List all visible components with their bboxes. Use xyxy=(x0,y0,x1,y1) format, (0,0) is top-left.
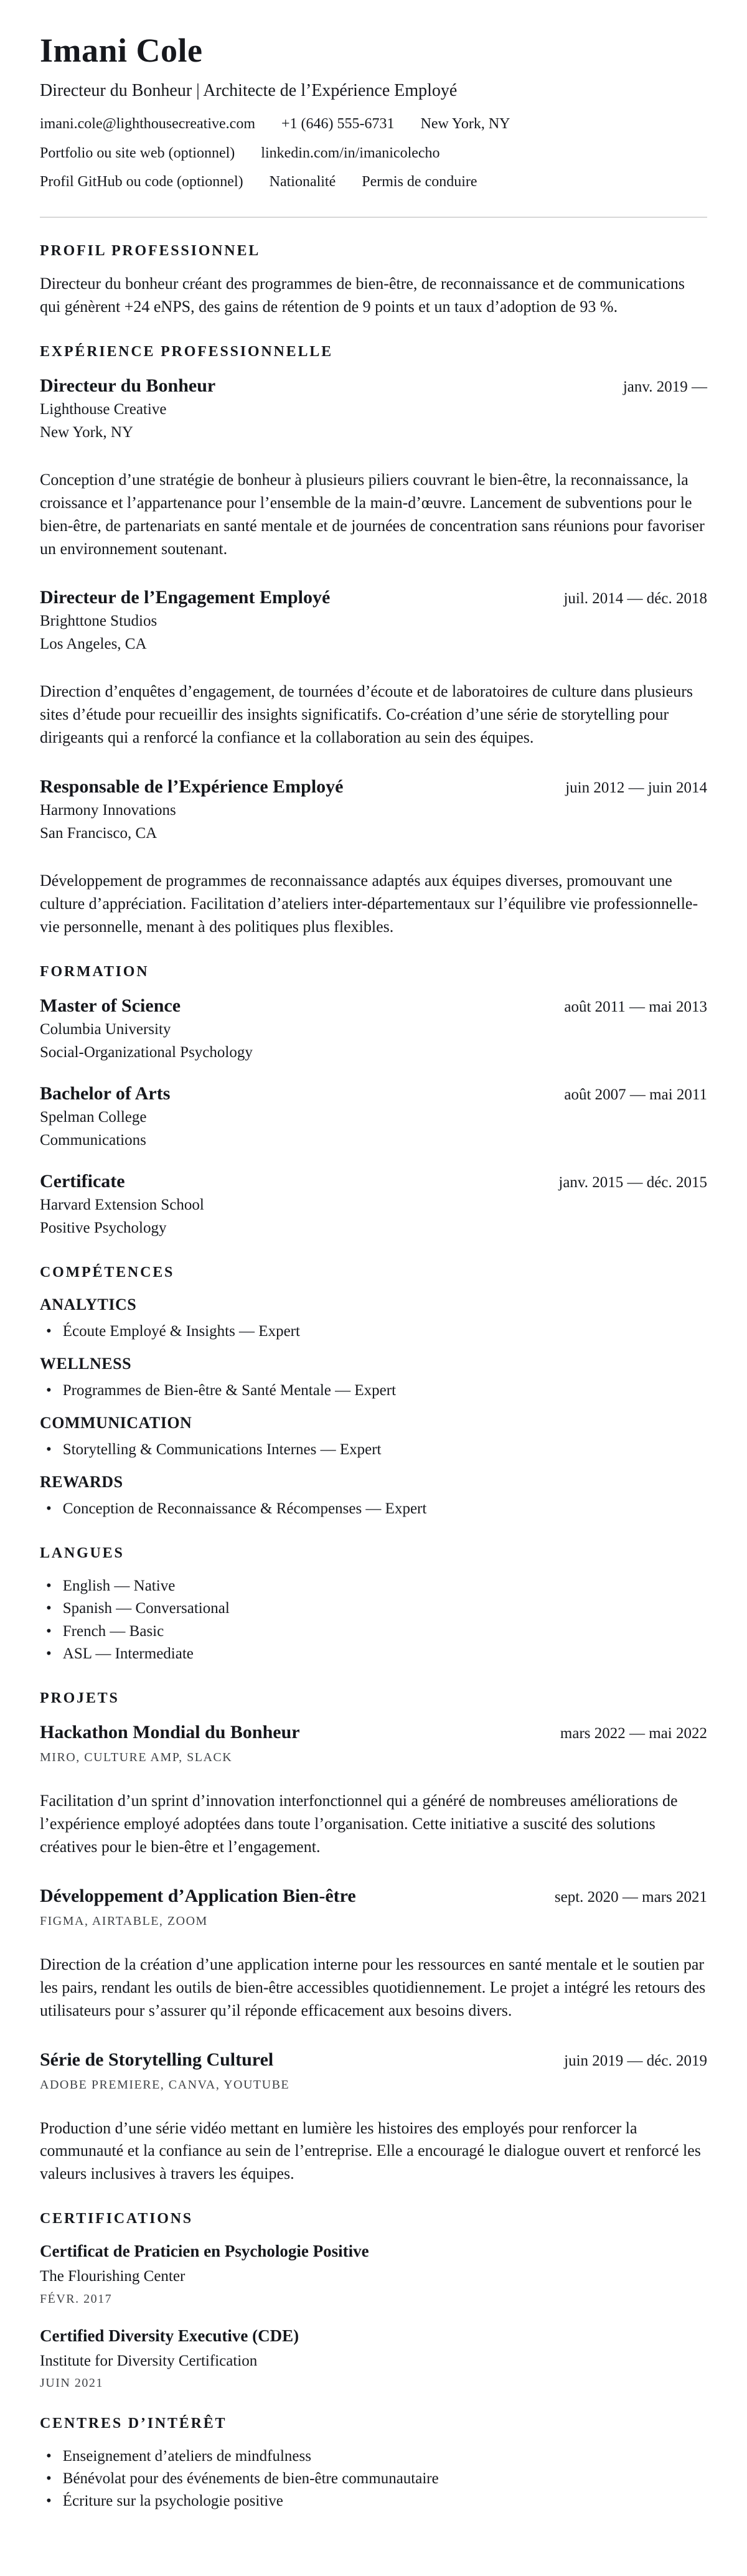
job-dates: juin 2012 — juin 2014 xyxy=(565,779,707,797)
company-name: Lighthouse Creative xyxy=(40,400,167,418)
bullet-icon: • xyxy=(46,1381,52,1399)
skill-list xyxy=(40,1498,707,1520)
email-text: imani.cole@lighthousecreative.com xyxy=(40,116,255,133)
skills-section xyxy=(40,1263,707,1520)
section-title-experience: EXPÉRIENCE PROFESSIONNELLE xyxy=(40,343,333,360)
education-entry xyxy=(40,1169,707,1239)
interest-item xyxy=(46,2445,707,2468)
skill-item xyxy=(46,1320,707,1343)
job-location: New York, NY xyxy=(40,423,134,441)
bullet-icon: • xyxy=(46,1322,52,1340)
profile-summary: Directeur du bonheur créant des programmes de bien-être, de reconnaissance et de communications qui génèrent +24 eNPS, des gains de rétention de 9 points et un taux d’adoption de 93 %. xyxy=(40,275,685,316)
job-description: Conception d’une stratégie de bonheur à plusieurs piliers couvrant le bien-être, la reconnaissance, la croissance et l’appartenance pour l’ensemble de la main-d’œuvre. Lancement de subventions pour le bien-être, de partenariats en santé mentale et de journées de concentration sans réunions pour favoriser un environnement soutenant. xyxy=(40,470,705,558)
language-item xyxy=(46,1620,707,1643)
interests-section xyxy=(40,2414,707,2513)
experience-entry-head xyxy=(40,374,707,398)
skill-category: ANALYTICS xyxy=(40,1295,137,1314)
bullet-icon: • xyxy=(46,2493,52,2510)
section-title-profile: PROFIL PROFESSIONNEL xyxy=(40,243,261,260)
project-entry xyxy=(40,1884,707,2023)
project-title: Développement d’Application Bien-être xyxy=(40,1885,356,1906)
language-list xyxy=(40,1575,707,1665)
bullet-icon: • xyxy=(46,1500,52,1517)
experience-entry-head xyxy=(40,774,707,799)
experience-entry xyxy=(40,585,707,750)
skill-group xyxy=(40,1353,707,1402)
certification-entry xyxy=(40,2240,707,2306)
job-description: Direction d’enquêtes d’engagement, de tournées d’écoute et de laboratoires de culture dans plusieurs sites d’étude pour recueillir des insights significatifs. Co-création d’une série de storytelling pour dirigeants qui a renforcé la confiance et la collaboration au sein des équipes. xyxy=(40,682,693,747)
linkedin-text: linkedin.com/in/imanicolecho xyxy=(261,144,440,161)
degree-title: Master of Science xyxy=(40,995,181,1016)
interest-list xyxy=(40,2445,707,2513)
school-name: Spelman College xyxy=(40,1108,147,1126)
skill-list xyxy=(40,1380,707,1402)
project-title: Série de Storytelling Culturel xyxy=(40,2049,274,2070)
job-title: Directeur du Bonheur xyxy=(40,375,216,396)
bullet-icon: • xyxy=(46,2447,52,2465)
education-section xyxy=(40,962,707,1239)
degree-title: Bachelor of Arts xyxy=(40,1083,171,1104)
skill-item-label: Storytelling & Communications Internes — Expert xyxy=(62,1441,382,1458)
skill-category: REWARDS xyxy=(40,1473,123,1492)
section-title-certifications: CERTIFICATIONS xyxy=(40,2211,193,2227)
project-entry xyxy=(40,2047,707,2186)
interest-item-label: Écriture sur la psychologie positive xyxy=(62,2493,283,2510)
language-item-label: Spanish — Conversational xyxy=(62,1600,230,1617)
skill-item xyxy=(46,1498,707,1520)
language-item-label: French — Basic xyxy=(62,1622,164,1640)
driving-license-text: Permis de conduire xyxy=(362,173,477,190)
bullet-icon: • xyxy=(46,1622,52,1640)
project-tools: MIRO, CULTURE AMP, SLACK xyxy=(40,1751,233,1765)
bullet-icon: • xyxy=(46,1441,52,1458)
profile-section xyxy=(40,242,707,319)
project-tools: FIGMA, AIRTABLE, ZOOM xyxy=(40,1914,208,1928)
skill-item-label: Écoute Employé & Insights — Expert xyxy=(62,1322,300,1340)
interest-item xyxy=(46,2490,707,2513)
education-entry xyxy=(40,994,707,1064)
section-title-interests: CENTRES D’INTÉRÊT xyxy=(40,2415,227,2432)
job-title: Responsable de l’Expérience Employé xyxy=(40,776,344,797)
projects-section xyxy=(40,1689,707,2186)
project-dates: mars 2022 — mai 2022 xyxy=(560,1725,707,1742)
job-location: Los Angeles, CA xyxy=(40,636,147,653)
experience-entry-head xyxy=(40,585,707,609)
certification-date: JUIN 2021 xyxy=(40,2376,103,2390)
phone-text: +1 (646) 555-6731 xyxy=(281,116,395,133)
project-entry-head xyxy=(40,1884,707,1908)
project-description: Production d’une série vidéo mettant en lumière les histoires des employés pour renforcer la communauté et la confiance au sein de l’entreprise. Elle a encouragé le dialogue ouvert et renforcé les valeurs inclusives à travers les équipes. xyxy=(40,2118,701,2183)
education-entry-head xyxy=(40,994,707,1018)
project-description: Facilitation d’un sprint d’innovation interfonctionnel qui a généré de nombreuses améliorations de l’expérience employé adoptées dans toute l’organisation. Cette initiative a suscité des solutions créatives pour le bien-être et l’engagement. xyxy=(40,1792,678,1856)
section-title-education: FORMATION xyxy=(40,963,149,980)
skill-item xyxy=(46,1380,707,1402)
skill-group xyxy=(40,1472,707,1520)
degree-title: Certificate xyxy=(40,1170,125,1192)
project-dates: juin 2019 — déc. 2019 xyxy=(564,2052,707,2069)
company-name: Harmony Innovations xyxy=(40,802,176,819)
interest-item-label: Enseignement d’ateliers de mindfulness xyxy=(62,2447,311,2465)
school-name: Harvard Extension School xyxy=(40,1196,204,1213)
field-of-study: Social-Organizational Psychology xyxy=(40,1043,253,1061)
field-of-study: Positive Psychology xyxy=(40,1219,167,1236)
experience-entry xyxy=(40,374,707,561)
contact-row-web xyxy=(40,144,707,163)
language-item xyxy=(46,1575,707,1597)
bullet-icon: • xyxy=(46,1577,52,1595)
project-description: Direction de la création d’une application interne pour les ressources en santé mentale et le soutien par les pairs, rendant les outils de bien-être accessibles quotidiennement. Le projet a intégré les retours des utilisateurs pour s’assurer qu’il réponde efficacement aux besoins divers. xyxy=(40,1955,706,2019)
resume-header xyxy=(40,31,707,192)
education-dates: août 2011 — mai 2013 xyxy=(564,998,707,1015)
certifications-section xyxy=(40,2209,707,2390)
website-text: Portfolio ou site web (optionnel) xyxy=(40,144,235,161)
education-entry xyxy=(40,1081,707,1152)
field-of-study: Communications xyxy=(40,1131,146,1149)
skill-item xyxy=(46,1439,707,1461)
language-item xyxy=(46,1643,707,1665)
skill-group xyxy=(40,1294,707,1343)
experience-section xyxy=(40,342,707,939)
job-dates: janv. 2019 — xyxy=(622,378,707,395)
language-item-label: ASL — Intermediate xyxy=(62,1645,194,1662)
certification-date: FÉVR. 2017 xyxy=(40,2292,113,2306)
education-entry-head xyxy=(40,1169,707,1193)
section-title-skills: COMPÉTENCES xyxy=(40,1264,175,1281)
certification-entry xyxy=(40,2325,707,2390)
experience-entry xyxy=(40,774,707,939)
education-dates: janv. 2015 — déc. 2015 xyxy=(558,1173,707,1191)
nationality-text: Nationalité xyxy=(269,173,336,190)
project-title: Hackathon Mondial du Bonheur xyxy=(40,1722,300,1743)
project-tools: ADOBE PREMIERE, CANVA, YOUTUBE xyxy=(40,2077,290,2092)
language-item-label: English — Native xyxy=(62,1577,176,1595)
skill-category: COMMUNICATION xyxy=(40,1414,192,1432)
interest-item xyxy=(46,2468,707,2490)
school-name: Columbia University xyxy=(40,1020,171,1038)
bullet-icon: • xyxy=(46,2470,52,2488)
education-dates: août 2007 — mai 2011 xyxy=(564,1086,707,1103)
language-item xyxy=(46,1597,707,1620)
education-entry-head xyxy=(40,1081,707,1106)
skill-item-label: Conception de Reconnaissance & Récompenses — Expert xyxy=(62,1500,427,1517)
bullet-icon: • xyxy=(46,1645,52,1662)
section-title-languages: LANGUES xyxy=(40,1545,125,1562)
company-name: Brighttone Studios xyxy=(40,613,157,630)
section-title-projects: PROJETS xyxy=(40,1690,120,1707)
job-title: Directeur de l’Engagement Employé xyxy=(40,587,331,608)
project-entry xyxy=(40,1720,707,1859)
headline: Directeur du Bonheur | Architecte de l’Expérience Employé xyxy=(40,81,458,101)
person-name: Imani Cole xyxy=(40,32,203,69)
github-text: Profil GitHub ou code (optionnel) xyxy=(40,173,243,190)
project-entry-head xyxy=(40,2047,707,2072)
interest-item-label: Bénévolat pour des événements de bien-être communautaire xyxy=(62,2470,439,2488)
skill-item-label: Programmes de Bien-être & Santé Mentale — Expert xyxy=(62,1381,397,1399)
skill-category: WELLNESS xyxy=(40,1354,132,1373)
header-divider xyxy=(40,217,707,218)
job-description: Développement de programmes de reconnaissance adaptés aux équipes diverses, promouvant une culture d’appréciation. Facilitation d’ateliers inter-départementaux sur l’équilibre vie professionnelle-vie personnelle, menant à des politiques plus flexibles. xyxy=(40,872,698,936)
contact-info xyxy=(40,115,707,192)
location-text: New York, NY xyxy=(420,116,510,133)
skill-list xyxy=(40,1320,707,1343)
languages-section xyxy=(40,1544,707,1665)
certification-issuer: Institute for Diversity Certification xyxy=(40,2352,258,2369)
skill-list xyxy=(40,1439,707,1461)
certification-issuer: The Flourishing Center xyxy=(40,2268,186,2285)
skill-group xyxy=(40,1413,707,1461)
project-entry-head xyxy=(40,1720,707,1744)
contact-row-primary xyxy=(40,115,707,134)
contact-row-extra xyxy=(40,172,707,192)
certification-name: Certified Diversity Executive (CDE) xyxy=(40,2326,299,2345)
project-dates: sept. 2020 — mars 2021 xyxy=(554,1888,707,1906)
job-dates: juil. 2014 — déc. 2018 xyxy=(563,590,707,608)
certification-name: Certificat de Praticien en Psychologie Positive xyxy=(40,2242,369,2261)
job-location: San Francisco, CA xyxy=(40,825,157,842)
bullet-icon: • xyxy=(46,1600,52,1617)
